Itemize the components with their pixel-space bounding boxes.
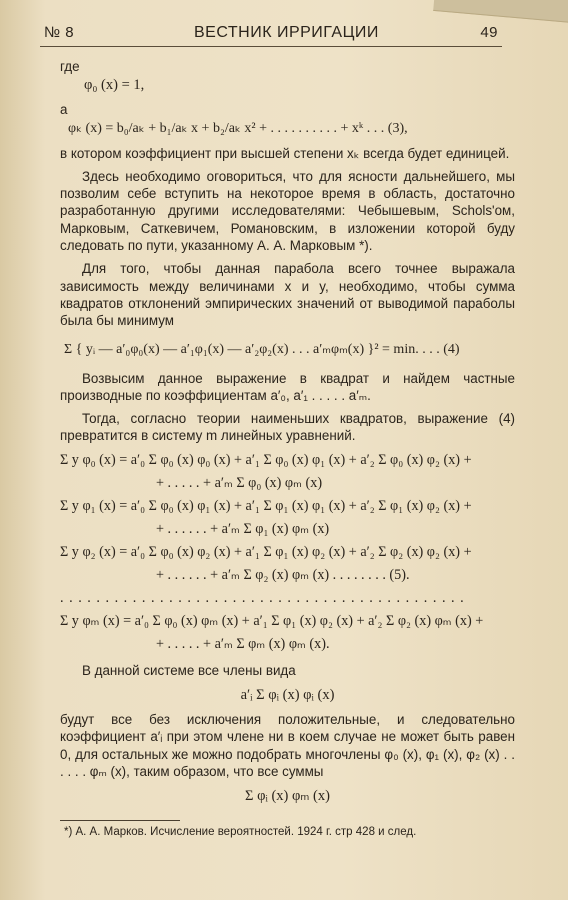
- system-eq2-line1: Σ y φ₁ (x) = a′₀ Σ φ₀ (x) φ₁ (x) + a′₁ Σ φ₁ (x) φ₁ (x) + a′₂ Σ φ₁ (x) φ₂ (x) +: [60, 497, 472, 514]
- paragraph-1: в котором коэффициент при высшей степени xₖ всегда будет единицей.: [60, 145, 510, 161]
- system-eq3-line1: Σ y φ₂ (x) = a′₀ Σ φ₀ (x) φ₂ (x) + a′₁ Σ φ₁ (x) φ₂ (x) + a′₂ Σ φ₂ (x) φ₂ (x) +: [60, 543, 472, 560]
- system-eq1-line2: + . . . . . + a′ₘ Σ φ₀ (x) φₘ (x): [156, 474, 323, 491]
- system-eq2-line2: + . . . . . . + a′ₘ Σ φ₁ (x) φₘ (x): [156, 520, 330, 537]
- system-eq3-line2: + . . . . . . + a′ₘ Σ φ₂ (x) φₘ (x) . . . . . . . . (5).: [156, 566, 410, 583]
- formula-4: Σ { yᵢ — a′₀φ₀(x) — a′₁φ₁(x) — a′₂φ₂(x) . . . a′ₘφₘ(x) }² = min. . . . (4): [64, 341, 460, 357]
- formula-sum: Σ φᵢ (x) φₘ (x): [245, 788, 330, 805]
- paragraph-4: Возвысим данное выражение в квадрат и найдем частные производные по коэффициентам a′₀, a′₁ . . . . . a′ₘ.: [60, 370, 515, 403]
- system-eqm-line1: Σ y φₘ (x) = a′₀ Σ φ₀ (x) φₘ (x) + a′₁ Σ φ₁ (x) φ₂ (x) + a′₂ Σ φ₂ (x) φₘ (x) +: [60, 612, 484, 629]
- system-ellipsis-row: . . . . . . . . . . . . . . . . . . . . . . . . . . . . . . . . . . . . . . . . . . . . .: [60, 589, 465, 606]
- word-and: а: [60, 102, 68, 118]
- footnote: *) А. А. Марков. Исчисление вероятностей. 1924 г. стр 428 и след.: [64, 826, 417, 838]
- journal-title: ВЕСТНИК ИРРИГАЦИИ: [194, 24, 379, 41]
- issue-number: № 8: [44, 24, 75, 41]
- paragraph-6: В данной системе все члены вида: [82, 662, 296, 678]
- equation-system-5: [60, 449, 515, 656]
- system-eq1-line1: Σ y φ₀ (x) = a′₀ Σ φ₀ (x) φ₀ (x) + a′₁ Σ φ₀ (x) φ₁ (x) + a′₂ Σ φ₀ (x) φ₂ (x) +: [60, 451, 472, 468]
- paragraph-7: будут все без исключения положительные, и следовательно коэффициент a′ᵢ при этом члене ни в коем случае не может быть равен 0, для остальных же можно подобрать многочлены φ₀ (x), φ₁ (x), φ₂ (x) . . . . . . φₘ (x), таким образом, что все суммы: [60, 712, 515, 779]
- paragraph-5: Тогда, согласно теории наименьших квадратов, выражение (4) превратится в систему m линейных уравнений.: [60, 411, 515, 444]
- formula-phi0: φ₀ (x) = 1,: [84, 77, 145, 94]
- system-eqm-line2: + . . . . . + a′ₘ Σ φₘ (x) φₘ (x).: [156, 635, 330, 652]
- header-rule: [40, 46, 502, 47]
- paragraph-2: Здесь необходимо оговориться, что для ясности дальнейшего, мы позволим себе вступить на некоторое время в область, достаточно разработанную другими исследователями: Чебышевым, Schols'ом, Марковым, Саткевичем, Романовским, в изложении которой буду следовать по пути, указанному А. А. Марковым *).: [60, 168, 515, 254]
- running-header: [44, 24, 498, 44]
- torn-page-corner: [433, 0, 568, 23]
- word-where: где: [60, 59, 80, 74]
- footnote-rule: [60, 820, 180, 821]
- page-number: 49: [480, 24, 498, 41]
- formula-term: a′ᵢ Σ φᵢ (x) φᵢ (x): [240, 687, 335, 704]
- paragraph-3: Для того, чтобы данная парабола всего точнее выражала зависимость между величинами x и y, необходимо, чтобы сумма квадратов отклонений эмпирических значений от выводимой параболы была бы минимум: [60, 261, 515, 329]
- formula-3: φₖ (x) = b₀/aₖ + b₁/aₖ x + b₂/aₖ x² + . . . . . . . . . . + xᵏ . . . (3),: [68, 120, 408, 136]
- article-body: [60, 58, 515, 806]
